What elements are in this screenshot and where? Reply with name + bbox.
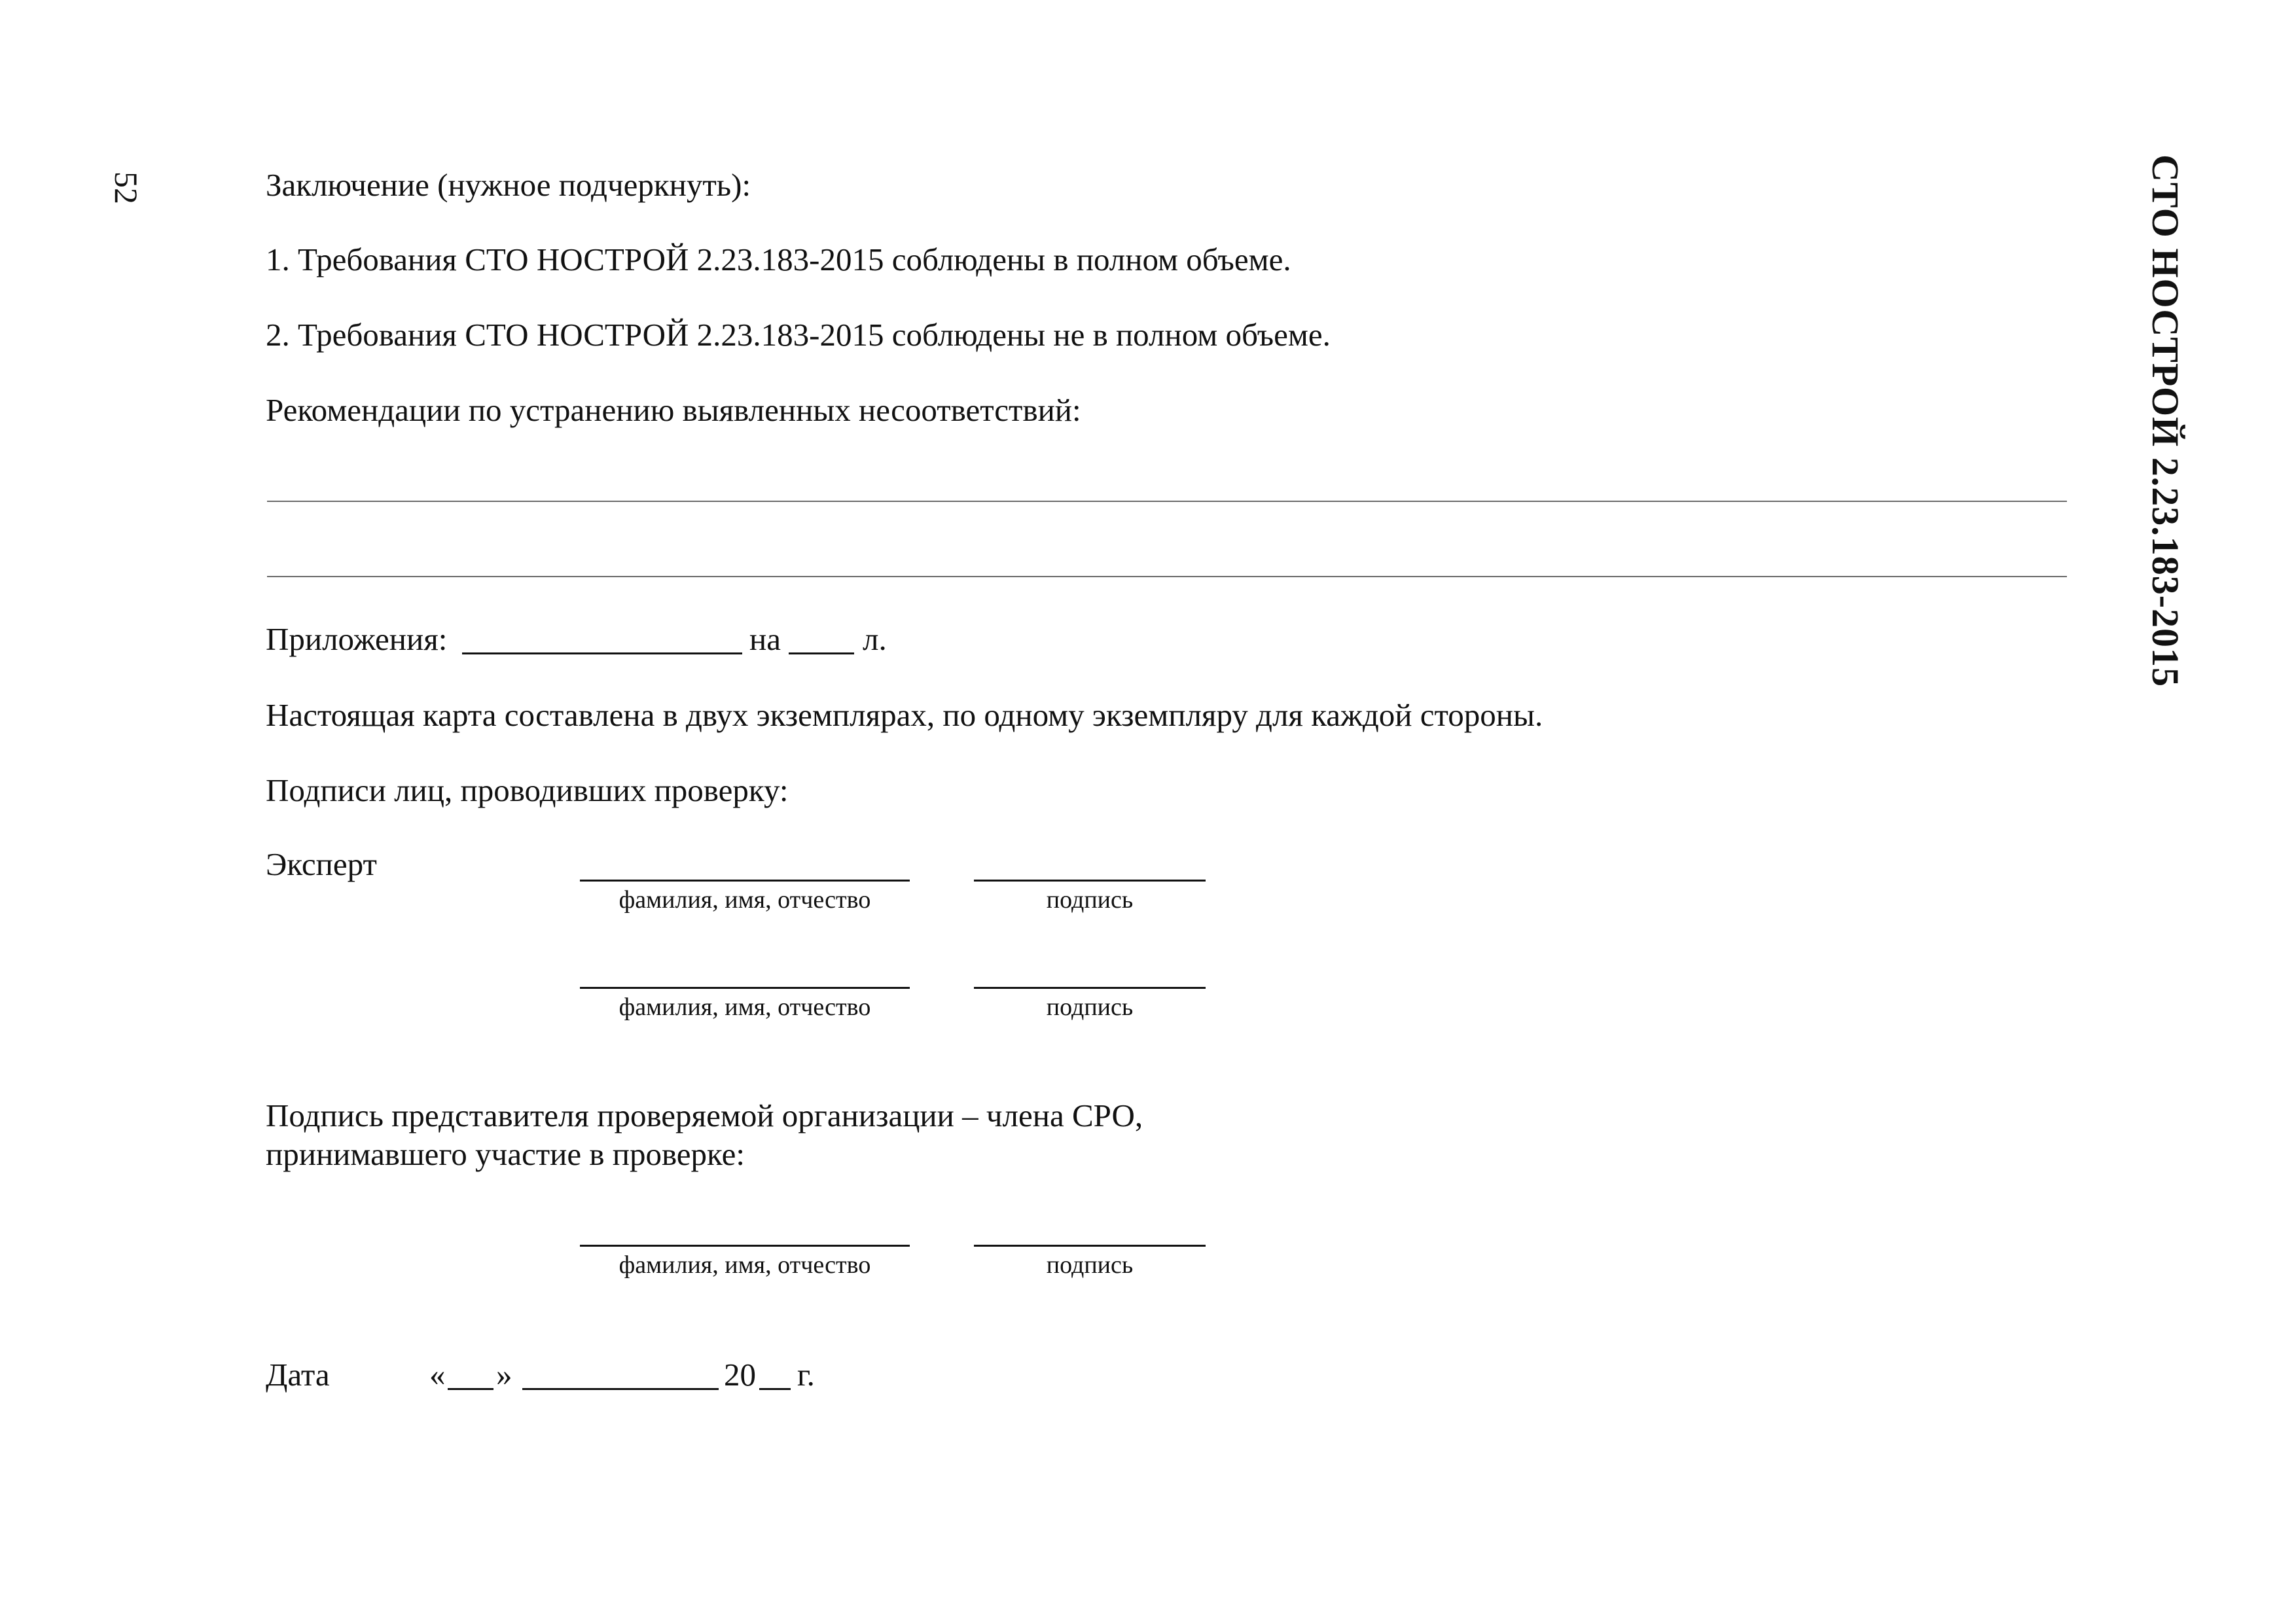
recommendations-line-2[interactable] [267, 576, 2067, 577]
date-close-quote: » [496, 1357, 512, 1393]
attachments-field[interactable] [462, 652, 742, 654]
expert-2-signature-field[interactable] [974, 987, 1206, 989]
attachments-unit-label: л. [863, 621, 887, 657]
representative-name-field[interactable] [580, 1245, 910, 1247]
date-label: Дата [266, 1357, 330, 1393]
date-year-field[interactable] [759, 1388, 791, 1390]
expert-label: Эксперт [266, 846, 377, 882]
representative-signature-caption: подпись [1046, 1251, 1134, 1279]
attachments-sheets-field[interactable] [789, 652, 854, 654]
date-month-field[interactable] [522, 1388, 719, 1390]
representative-heading-line-1: Подпись представителя проверяемой организации – члена СРО, [266, 1097, 1143, 1133]
date-year-prefix: 20 [724, 1357, 756, 1393]
copies-note: Настоящая карта составлена в двух экземплярах, по одному экземпляру для каждой стороны. [266, 697, 1543, 733]
inspectors-heading: Подписи лиц, проводивших проверку: [266, 772, 789, 808]
expert-1-signature-caption: подпись [1046, 886, 1134, 914]
attachments-on-label: на [749, 621, 781, 657]
attachments-label: Приложения: [266, 621, 448, 657]
expert-1-signature-field[interactable] [974, 880, 1206, 882]
date-open-quote: « [429, 1357, 446, 1393]
expert-2-signature-caption: подпись [1046, 993, 1134, 1021]
expert-1-name-caption: фамилия, имя, отчество [619, 886, 871, 914]
representative-heading-line-2: принимавшего участие в проверке: [266, 1136, 745, 1172]
recommendations-line-1[interactable] [267, 501, 2067, 502]
conclusion-option-2[interactable]: 2. Требования СТО НОСТРОЙ 2.23.183-2015 соблюдены не в полном объеме. [266, 317, 1331, 353]
expert-2-name-caption: фамилия, имя, отчество [619, 993, 871, 1021]
conclusion-heading: Заключение (нужное подчеркнуть): [266, 167, 751, 203]
expert-2-name-field[interactable] [580, 987, 910, 989]
representative-signature-field[interactable] [974, 1245, 1206, 1247]
conclusion-option-1[interactable]: 1. Требования СТО НОСТРОЙ 2.23.183-2015 соблюдены в полном объеме. [266, 241, 1291, 277]
representative-name-caption: фамилия, имя, отчество [619, 1251, 871, 1279]
date-day-field[interactable] [448, 1388, 493, 1390]
page-number: 52 [108, 171, 145, 204]
recommendations-label: Рекомендации по устранению выявленных несоответствий: [266, 392, 1081, 428]
document-code-header: СТО НОСТРОЙ 2.23.183-2015 [2144, 154, 2187, 688]
expert-1-name-field[interactable] [580, 880, 910, 882]
date-year-suffix: г. [797, 1357, 815, 1393]
